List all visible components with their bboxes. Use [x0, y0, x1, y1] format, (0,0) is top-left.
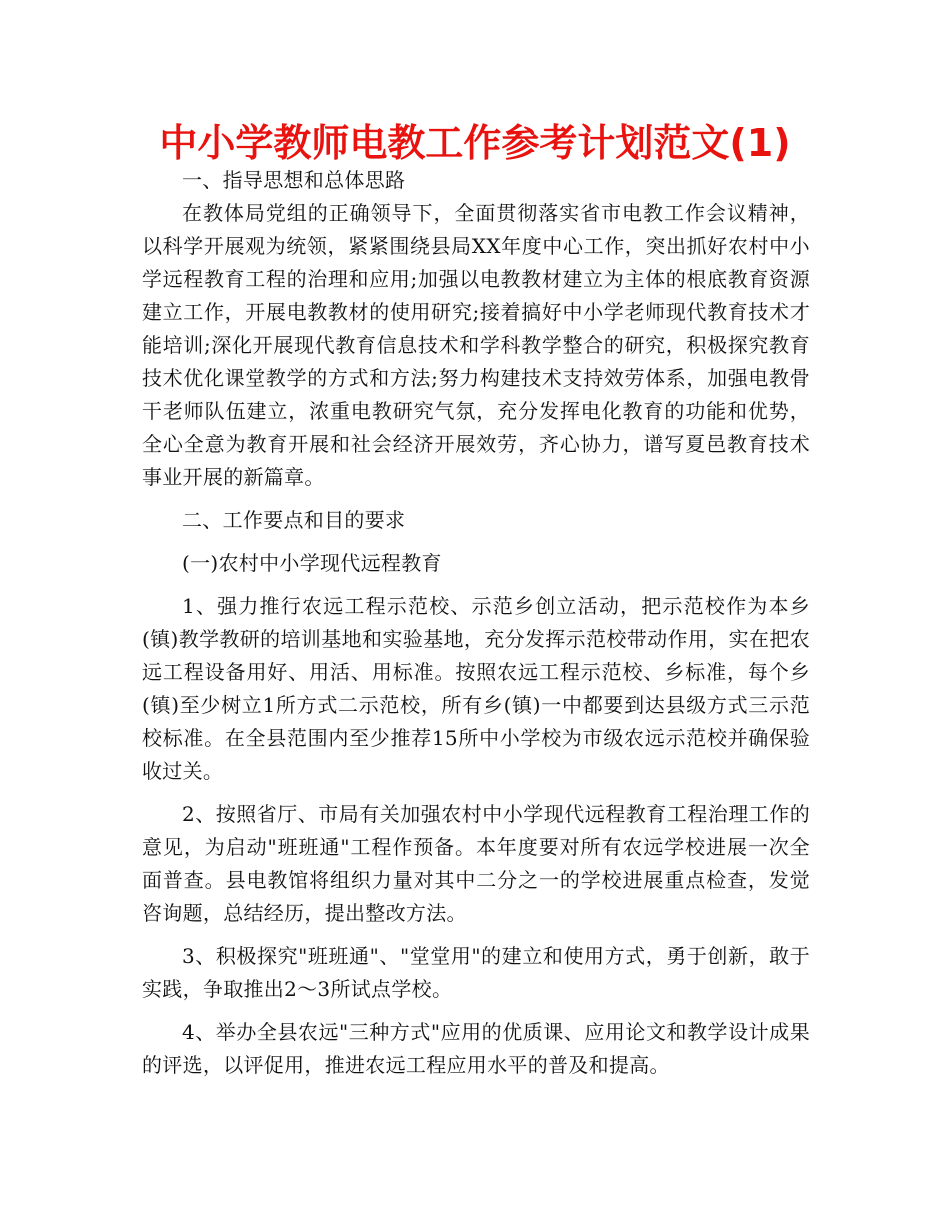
document-body — [142, 164, 810, 1082]
list-item-1: 1、强力推行农远工程示范校、示范乡创立活动，把示范校作为本乡(镇)教学教研的培训基地和实验基地，充分发挥示范校带动作用，实在把农远工程设备用好、用活、用标准。按照农远工程示范校、乡标准，每个乡(镇)至少树立1所方式二示范校，所有乡(镇)一中都要到达县级方式三示范校标准。在全县范围内至少推荐15所中小学校为市级农远示范校并确保验收过关。 — [142, 594, 810, 783]
document-title: 中小学教师电教工作参考计划范文(1) — [159, 121, 791, 165]
list-item-2: 2、按照省厅、市局有关加强农村中小学现代远程教育工程治理工作的意见，为启动"班班通"工程作预备。本年度要对所有农远学校进展一次全面普查。县电教馆将组织力量对其中二分之一的学校进展重点检查，发觉咨询题，总结经历，提出整改方法。 — [142, 802, 810, 925]
subsection-heading-1: (一)农村中小学现代远程教育 — [182, 551, 442, 575]
list-item-4: 4、举办全县农远"三种方式"应用的优质课、应用论文和教学设计成果的评选，以评促用，推进农远工程应用水平的普及和提高。 — [142, 1020, 810, 1077]
list-item-3: 3、积极探究"班班通"、"堂堂用"的建立和使用方式，勇于创新，敢于实践，争取推出2～3所试点学校。 — [142, 944, 810, 1001]
section-heading-1: 一、指导思想和总体思路 — [182, 168, 406, 192]
section-heading-2: 二、工作要点和目的要求 — [182, 508, 406, 532]
paragraph-guiding-thought: 在教体局党组的正确领导下，全面贯彻落实省市电教工作会议精神，以科学开展观为统领，紧紧围绕县局XX年度中心工作，突出抓好农村中小学远程教育工程的治理和应用;加强以电教教材建立为主体的根底教育资源建立工作，开展电教教材的使用研究;接着搞好中小学老师现代教育技术才能培训;深化开展现代教育信息技术和学科教学整合的研究，积极探究教育技术优化课堂教学的方式和方法;努力构建技术支持效劳体系，加强电教骨干老师队伍建立，浓重电教研究气氛，充分发挥电化教育的功能和优势，全心全意为教育开展和社会经济开展效劳，齐心协力，谱写夏邑教育技术事业开展的新篇章。 — [142, 201, 810, 489]
